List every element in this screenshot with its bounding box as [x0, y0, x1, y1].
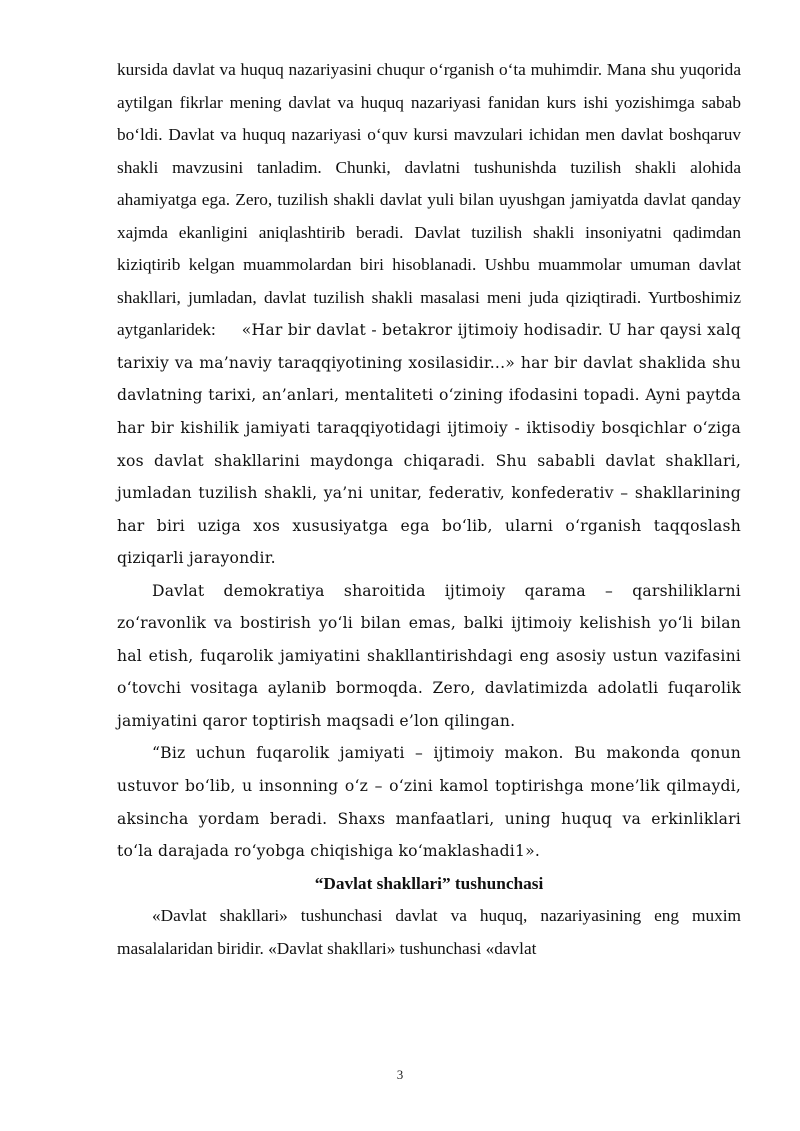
paragraph-state-forms: «Davlat shakllari» tushunchasi davlat va huquq, nazariyasining eng muxim masalalaridan biridir. «Davlat shakllari» tushunchasi «davlat: [117, 906, 741, 958]
paragraph-intro: kursida davlat va huquq nazariyasini chuqur o‘rganish o‘ta muhimdir. Mana shu yuqorida aytilgan fikrlar mening davlat va huquq nazariyasi fanidan kurs ishi yozishimga sabab bo‘ldi. Davlat va huquq nazariyasi o‘quv kursi mavzulari ichidan men davlat boshqaruv shakli mavzusini tanladim. Chunki, davlatni tushunishda tuzilish shakli alohida ahamiyatga ega. Zero, tuzilish shakli davlat yuli bilan uyushgan jamiyatda davlat qanday xajmda ekanligini aniqlashtirib beradi. Davlat tuzilish shakli insoniyatni qadimdan kiziqtirib kelgan muammolardan biri hisoblanadi. Ushbu muammolar umuman davlat shakllari, jumladan, davlat tuzilish shakli masalasi meni juda qiziqtiradi. Yurtboshimiz aytganlaridek: «Har bir davlat - betakror ijtimoiy hodisadir. U har qaysi xalq tarixiy va ma’naviy taraqqiyotining xosilasidir...» har bir davlat shaklida shu davlatning tarixi, an’anlari, mentaliteti o‘zining ifodasini topadi. Ayni paytda har bir kishilik jamiyati taraqqiyotidagi ijtimoiy - iktisodiy bosqichlar o‘ziga xos davlat shakllarini maydonga chiqaradi. Shu sababli davlat shakllari, jumladan tuzilish shakli, ya’ni unitar, federativ, konfederativ – shakllarining har biri uziga xos xususiyatga ega bo‘lib, ularni o‘rganish taqqoslash qiziqarli jarayondir.: [117, 60, 741, 568]
paragraph-civil-society: “Biz uchun fuqarolik jamiyati – ijtimoiy makon. Bu makonda qonun ustuvor bo‘lib, u insonning o‘z – o‘zini kamol toptirishga mone’lik qilmaydi, aksincha yordam beradi. Shaxs manfaatlari, uning huquq va erkinliklari to‘la darajada ro‘yobga chiqishiga ko‘maklashadi1».: [117, 744, 741, 861]
president-quote: «Har bir davlat - betakror ijtimoiy hodisadir. U har qaysi xalq tarixiy va ma’naviy taraqqiyotining xosilasidir...» har bir davlat shaklida shu davlatning tarixi, an’anlari, mentaliteti o‘zining ifodasini topadi. Ayni paytda har bir kishilik jamiyati taraqqiyotidagi ijtimoiy - iktisodiy bosqichlar o‘ziga xos davlat shakllarini maydonga chiqaradi. Shu sababli davlat shakllari, jumladan tuzilish shakli, ya’ni unitar, federativ, konfederativ – shakllarining har biri uziga xos xususiyatga ega bo‘lib, ularni o‘rganish taqqoslash qiziqarli jarayondir.: [117, 321, 741, 568]
section-heading: “Davlat shakllari” tushunchasi: [314, 873, 544, 893]
document-page: [117, 54, 741, 965]
page-number: 3: [396, 1067, 404, 1082]
paragraph-democracy: Davlat demokratiya sharoitida ijtimoiy qarama – qarshiliklarni zo‘ravonlik va bostirish yo‘li bilan emas, balki ijtimoiy kelishish yo‘li bilan hal etish, fuqarolik jamiyatini shakllantirishdagi eng asosiy ustun vazifasini o‘tovchi vositaga aylanib bormoqda. Zero, davlatimizda adolatli fuqarolik jamiyatini qaror toptirish maqsadi e’lon qilingan.: [117, 581, 741, 730]
